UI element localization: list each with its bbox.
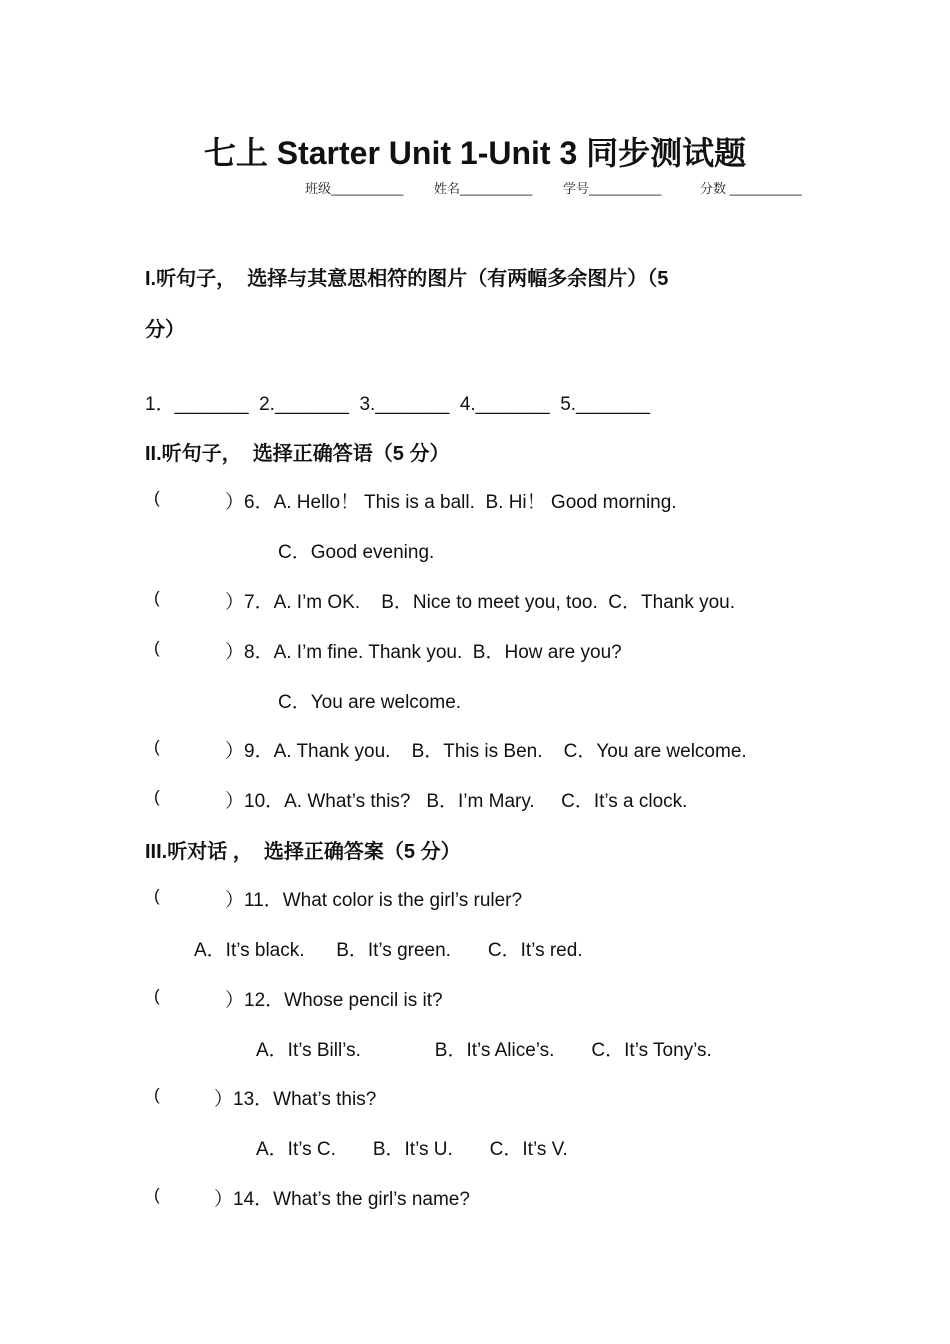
question-9: ）9．A. Thank you. B．This is Ben. C．You are welcome. xyxy=(225,741,747,762)
answer-paren-7[interactable]: ( xyxy=(154,588,160,607)
answer-paren-12[interactable]: ( xyxy=(154,986,160,1005)
answer-paren-9[interactable]: ( xyxy=(154,737,160,756)
question-12-options: A．It’s Bill’s. B．It’s Alice’s. C．It’s Tony’s. xyxy=(256,1040,712,1061)
section-1-answer-blanks[interactable]: 1．_______ 2._______ 3._______ 4._______ 5._______ xyxy=(145,394,651,415)
section-3-heading: III.听对话 ， 选择正确答案（5 分） xyxy=(145,841,461,863)
question-13-options: A．It’s C. B．It’s U. C．It’s V. xyxy=(256,1139,568,1160)
section-1-heading-cont: 分） xyxy=(145,319,185,341)
answer-paren-6[interactable]: ( xyxy=(154,488,160,507)
question-6: ）6．A. Hello！ This is a ball. B. Hi！ Good morning. xyxy=(225,492,677,513)
score-field[interactable]: 分数 __________ xyxy=(700,181,802,196)
question-8-option-c: C．You are welcome. xyxy=(278,692,462,713)
answer-paren-13[interactable]: ( xyxy=(154,1085,160,1104)
answer-paren-11[interactable]: ( xyxy=(154,886,160,905)
question-12: ）12．Whose pencil is it? xyxy=(225,990,443,1011)
question-6-option-c: C．Good evening. xyxy=(278,542,435,563)
section-2-heading: II.听句子， 选择正确答语（5 分） xyxy=(145,443,450,465)
answer-paren-10[interactable]: ( xyxy=(154,787,160,806)
student-number-field[interactable]: 学号__________ xyxy=(563,181,662,196)
question-14: ）14．What’s the girl’s name? xyxy=(214,1189,470,1210)
section-1-heading: I.听句子， 选择与其意思相符的图片（有两幅多余图片）（5 xyxy=(145,268,669,290)
question-11: ）11．What color is the girl’s ruler? xyxy=(225,890,523,911)
answer-paren-8[interactable]: ( xyxy=(154,638,160,657)
question-11-options: A．It’s black. B．It’s green. C．It’s red. xyxy=(194,940,583,961)
page-title: 七上 Starter Unit 1-Unit 3 同步测试题 xyxy=(203,135,747,171)
question-13: ）13．What’s this? xyxy=(214,1089,377,1110)
answer-paren-14[interactable]: ( xyxy=(154,1185,160,1204)
question-8: ）8．A. I’m fine. Thank you. B．How are you? xyxy=(225,642,622,663)
question-10: ）10．A. What’s this? B．I’m Mary. C．It’s a clock. xyxy=(225,791,688,812)
class-field[interactable]: 班级__________ xyxy=(305,181,404,196)
question-7: ）7．A. I’m OK. B．Nice to meet you, too. C．Thank you. xyxy=(225,592,736,613)
name-field[interactable]: 姓名__________ xyxy=(434,181,533,196)
